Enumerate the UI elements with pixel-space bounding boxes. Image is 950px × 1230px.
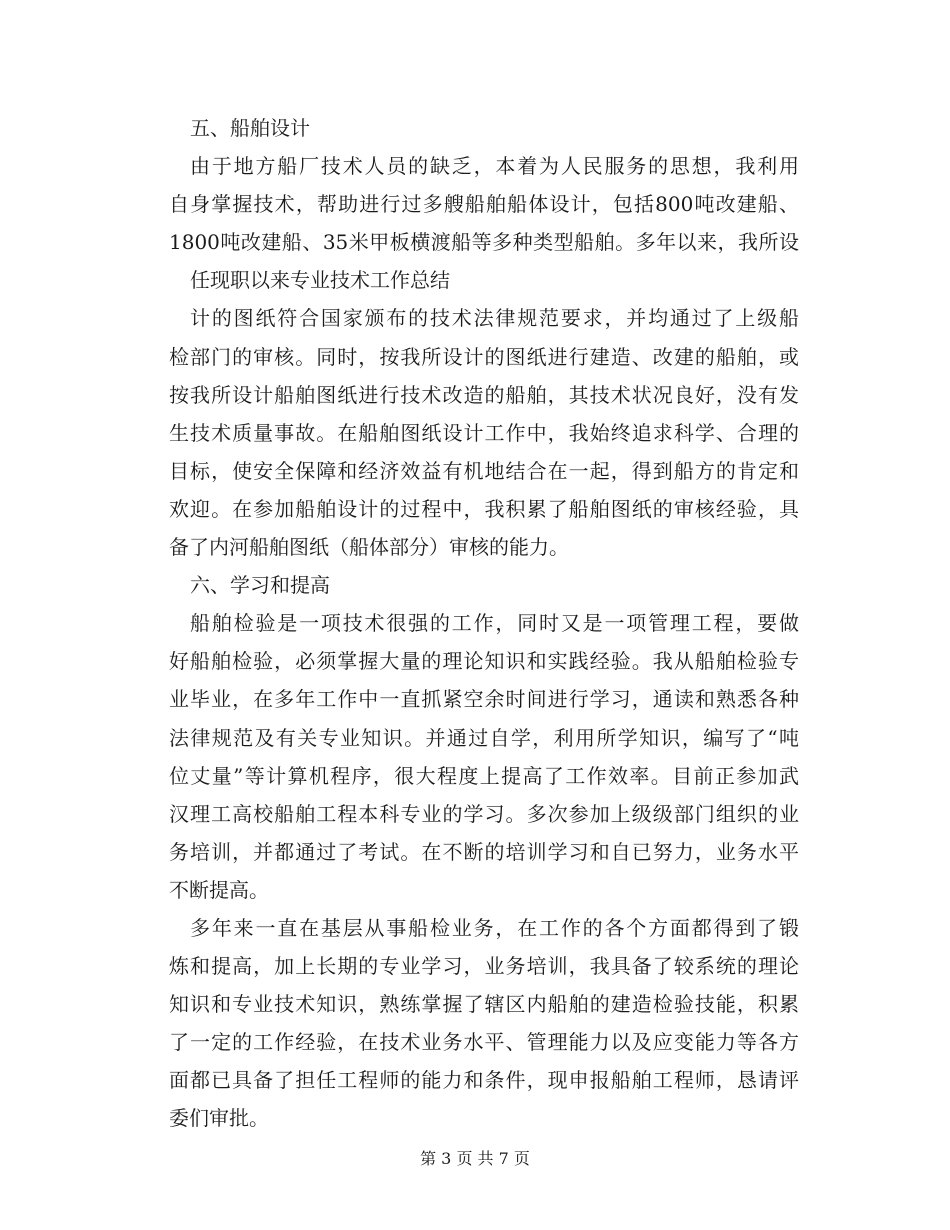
paragraph-line: 位丈量”等计算机程序，很大程度上提高了工作效率。目前正参加武 [169,763,799,788]
paragraph-line: 炼和提高，加上长期的专业学习，业务培训，我具备了较系统的理论 [169,954,799,979]
paragraph-line: 欢迎。在参加船舶设计的过程中，我积累了船舶图纸的审核经验，具 [169,496,799,521]
paragraph-line: 知识和专业技术知识，熟练掌握了辖区内船舶的建造检验技能，积累 [169,992,799,1017]
document-title-line: 任现职以来专业技术工作总结 [190,268,450,293]
document-body [169,109,799,1138]
paragraph-line: 多年来一直在基层从事船检业务，在工作的各个方面都得到了锻 [190,915,799,940]
paragraph-line: 目标，使安全保障和经济效益有机地结合在一起，得到船方的肯定和 [169,458,799,483]
paragraph-line: 备了内河船舶图纸（船体部分）审核的能力。 [169,535,569,560]
paragraph-line: 计的图纸符合国家颁布的技术法律规范要求，并均通过了上级船 [190,306,799,331]
paragraph-line: 好船舶检验，必须掌握大量的理论知识和实践经验。我从船舶检验专 [169,649,799,674]
paragraph-line: 1800吨改建船、35米甲板横渡船等多种类型船舶。多年以来，我所设 [169,230,799,255]
paragraph-line: 按我所设计船舶图纸进行技术改造的船舶，其技术状况良好，没有发 [169,382,799,407]
paragraph-line: 业毕业，在多年工作中一直抓紧空余时间进行学习，通读和熟悉各种 [169,687,799,712]
paragraph-line: 由于地方船厂技术人员的缺乏，本着为人民服务的思想，我利用 [190,154,799,179]
paragraph-line: 船舶检验是一项技术很强的工作，同时又是一项管理工程，要做 [190,611,799,636]
section-heading-ship-design: 五、船舶设计 [190,116,310,140]
paragraph-line: 务培训，并都通过了考试。在不断的培训学习和自已努力，业务水平 [169,839,799,864]
paragraph-line: 委们审批。 [169,1106,269,1131]
paragraph-line: 生技术质量事故。在船舶图纸设计工作中，我始终追求科学、合理的 [169,420,799,445]
paragraph-line: 检部门的审核。同时，按我所设计的图纸进行建造、改建的船舶，或 [169,344,799,369]
paragraph-line: 不断提高。 [169,877,269,902]
section-heading-study: 六、学习和提高 [190,573,330,598]
page-number-footer: 第 3 页 共 7 页 [420,1149,530,1168]
paragraph-line: 了一定的工作经验，在技术业务水平、管理能力以及应变能力等各方 [169,1030,799,1055]
paragraph-line: 自身掌握技术，帮助进行过多艘船舶船体设计，包括800吨改建船、 [169,192,799,217]
paragraph-line: 法律规范及有关专业知识。并通过自学，利用所学知识，编写了“吨 [169,725,799,750]
paragraph-line: 面都已具备了担任工程师的能力和条件，现申报船舶工程师，恳请评 [169,1068,799,1093]
paragraph-line: 汉理工高校船舶工程本科专业的学习。多次参加上级级部门组织的业 [169,801,799,826]
